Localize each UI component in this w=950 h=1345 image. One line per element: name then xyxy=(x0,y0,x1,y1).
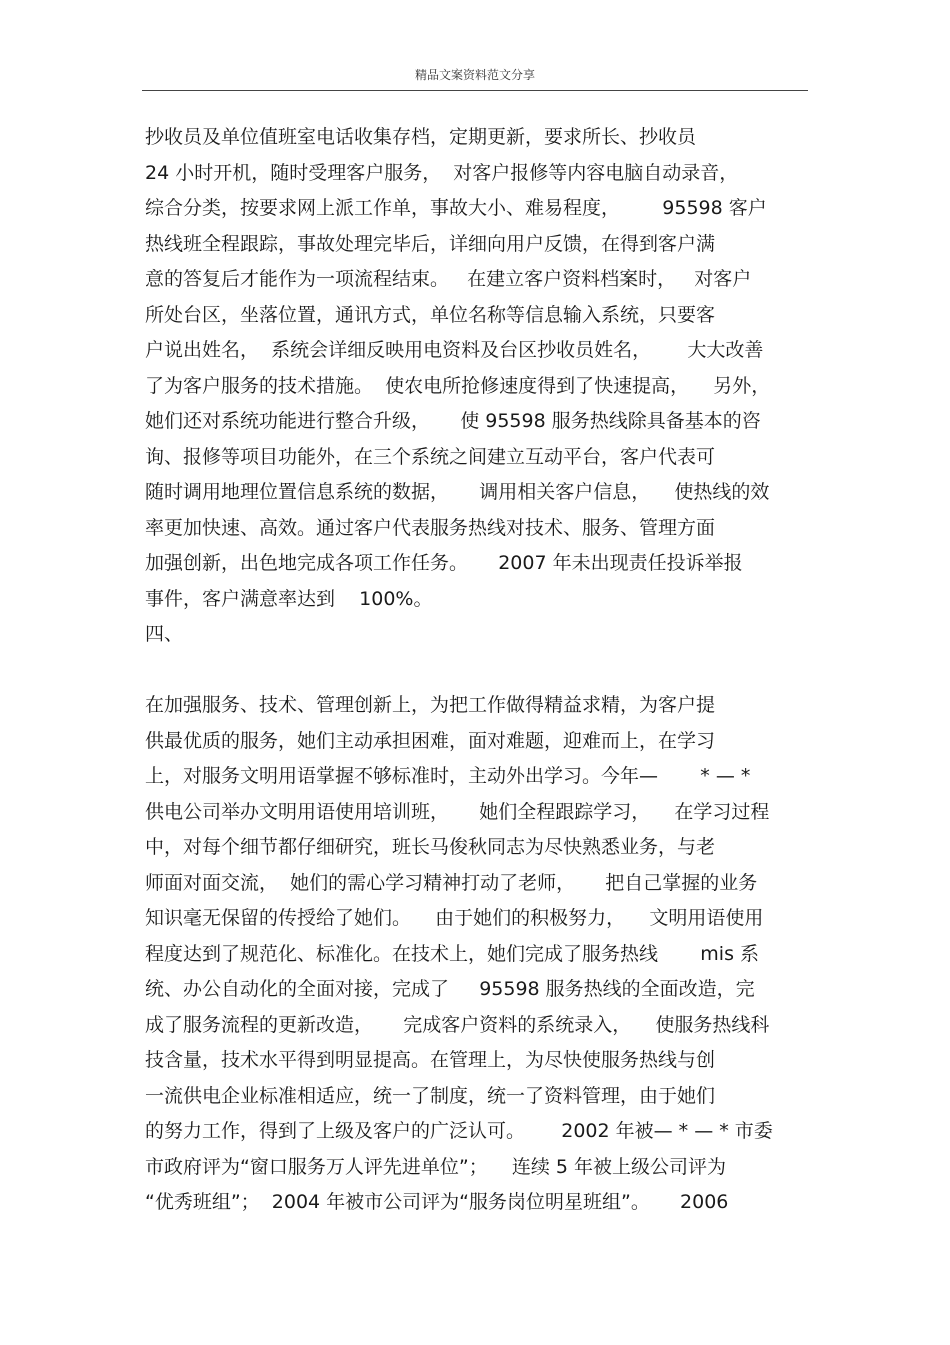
text-line: 在加强服务、技术、管理创新上，为把工作做得精益求精，为客户提 xyxy=(145,694,716,716)
text-line: 她们还对系统功能进行整合升级， 使 95598 服务热线除具备基本的咨 xyxy=(145,410,761,432)
text-line: 技含量，技术水平得到明显提高。在管理上，为尽快使服务热线与创 xyxy=(145,1049,716,1071)
text-line: 了为客户服务的技术措施。 使农电所抢修速度得到了快速提高， 另外， xyxy=(145,374,771,397)
text-line: 询、报修等项目功能外，在三个系统之间建立互动平台，客户代表可 xyxy=(145,445,716,468)
blank-line xyxy=(145,653,810,689)
section-number: 四、 xyxy=(145,623,184,645)
text-line: 知识毫无保留的传授给了她们。 由于她们的积极努力， 文明用语使用 xyxy=(145,907,764,929)
text-line: 事件，客户满意率达到 100%。 xyxy=(145,587,433,610)
text-line: 所处台区，坐落位置，通讯方式，单位名称等信息输入系统，只要客 xyxy=(145,303,716,326)
header-divider xyxy=(142,90,808,91)
text-line: 抄收员及单位值班室电话收集存档，定期更新，要求所长、抄收员 xyxy=(145,126,697,148)
text-line: 热线班全程跟踪，事故处理完毕后，详细向用户反馈，在得到客户满 xyxy=(145,232,716,255)
text-line: 中，对每个细节都仔细研究，班长马俊秋同志为尽快熟悉业务，与老 xyxy=(145,836,716,858)
text-line: 上，对服务文明用语掌握不够标准时，主动外出学习。今年— * — * xyxy=(145,765,751,787)
text-line: 供电公司举办文明用语使用培训班， 她们全程跟踪学习， 在学习过程 xyxy=(145,800,770,823)
text-line: 程度达到了规范化、标准化。在技术上，她们完成了服务热线 mis 系 xyxy=(145,942,760,965)
text-line: 的努力工作，得到了上级及客户的广泛认可。 2002 年被— * — * 市委 xyxy=(145,1120,773,1142)
text-line: 供最优质的服务，她们主动承担困难，面对难题，迎难而上，在学习 xyxy=(145,729,716,752)
text-line: 随时调用地理位置信息系统的数据， 调用相关客户信息， 使热线的效 xyxy=(145,481,770,503)
text-line: 综合分类，按要求网上派工作单，事故大小、难易程度， 95598 客户 xyxy=(145,197,767,219)
text-line: “优秀班组”； 2004 年被市公司评为“服务岗位明星班组”。 2006 xyxy=(145,1191,729,1213)
text-line: 加强创新，出色地完成各项工作任务。 2007 年未出现责任投诉举报 xyxy=(145,552,743,574)
text-line: 师面对面交流， 她们的需心学习精神打动了老师， 把自己掌握的业务 xyxy=(145,871,758,894)
text-line: 意的答复后才能作为一项流程结束。 在建立客户资料档案时， 对客户 xyxy=(145,268,752,290)
document-body xyxy=(145,120,810,1221)
text-line: 市政府评为“窗口服务万人评先进单位”； 连续 5 年被上级公司评为 xyxy=(145,1155,727,1178)
page-header: 精品文案资料范文分享 xyxy=(414,68,535,82)
text-line: 24 小时开机，随时受理客户服务， 对客户报修等内容电脑自动录音， xyxy=(145,161,739,184)
text-line: 户说出姓名， 系统会详细反映用电资料及台区抄收员姓名， 大大改善 xyxy=(145,339,764,361)
text-line: 率更加快速、高效。通过客户代表服务热线对技术、服务、管理方面 xyxy=(145,516,716,539)
text-line: 一流供电企业标准相适应，统一了制度，统一了资料管理，由于她们 xyxy=(145,1084,716,1107)
text-line: 统、办公自动化的全面对接，完成了 95598 服务热线的全面改造，完 xyxy=(145,978,755,1000)
text-line: 成了服务流程的更新改造， 完成客户资料的系统录入， 使服务热线科 xyxy=(145,1013,770,1036)
